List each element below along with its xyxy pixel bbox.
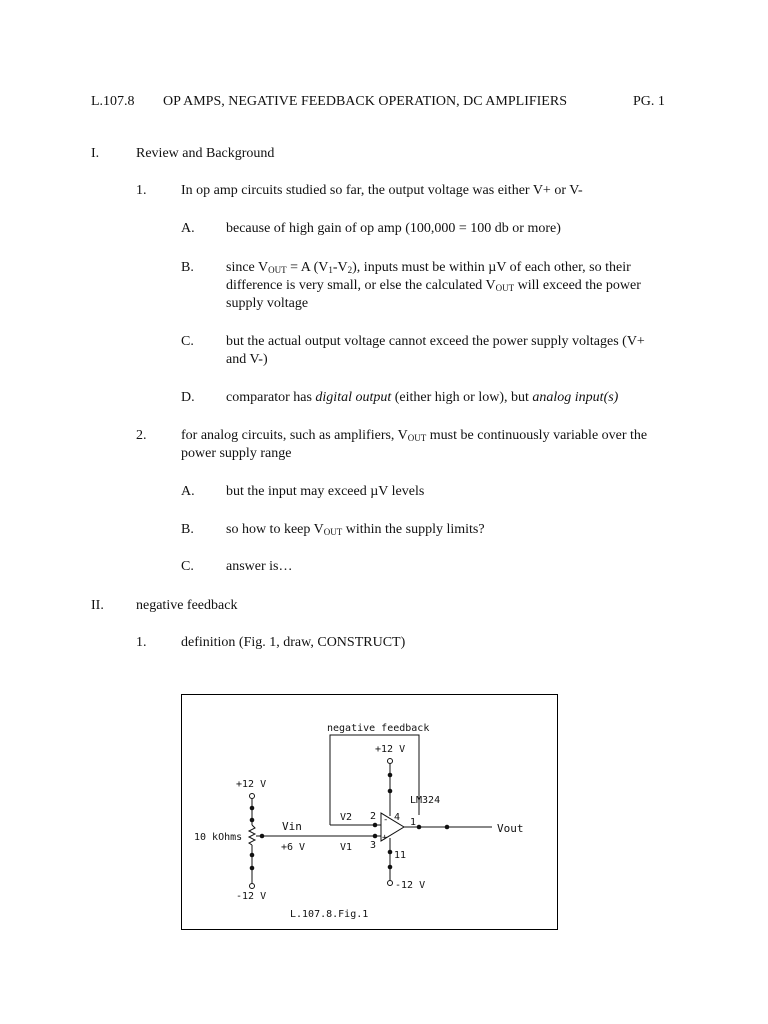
bottom-supply-terminal [388,881,393,886]
item1b-line3: supply voltage [226,296,309,311]
junction-dot [388,850,393,855]
item2-line2: power supply range [181,446,292,461]
noninverting-sign: + [382,833,388,843]
circuit-figure [181,694,558,930]
pin4-label: 4 [394,812,401,823]
top-supply-label: +12 V [375,744,406,755]
header-code: L.107.8 [91,94,135,109]
pin2-label: 2 [370,811,377,822]
junction-dot [250,818,255,823]
vin-label: Vin [282,820,302,833]
item2a-num: A. [181,484,195,499]
junction-dot [388,865,393,870]
item1c-line2: and V-) [226,352,268,367]
pin1-label: 1 [410,817,417,828]
header-page: PG. 1 [633,94,665,109]
section2-num: II. [91,598,104,613]
pot-top-supply-label: +12 V [236,779,267,790]
circuit-diagram [182,695,559,931]
figure-caption: L.107.8.Fig.1 [290,909,369,920]
section1-num: I. [91,146,100,161]
v1-label: V1 [340,842,353,853]
item1b-line1: since $V_{OUT} = A$ $(V_1-V_2)$, inputs must be within µV of each other, so their [226,260,631,275]
item2b-num: B. [181,522,194,537]
item1a-num: A. [181,221,195,236]
inverting-sign: - [383,815,389,825]
pot-top-terminal [250,794,255,799]
item2-line1: for analog circuits, such as amplifiers, $V_{OUT}$ must be continuously variable over the [181,428,648,443]
junction-dot [260,834,265,839]
junction-dot [250,806,255,811]
item1-text: In op amp circuits studied so far, the output voltage was either V+ or V- [181,183,583,198]
pot-bottom-supply-label: -12 V [236,891,267,902]
item2c-num: C. [181,559,194,574]
junction-dot [445,825,450,830]
pin3-label: 3 [370,840,377,851]
pin11-label: 11 [394,850,407,861]
junction-dot [250,853,255,858]
item1d-text: comparator has digital output (either high or low), but analog input(s) [226,390,619,405]
section2-item1-text: definition (Fig. 1, draw, CONSTRUCT) [181,635,406,650]
pot-bottom-terminal [250,884,255,889]
potentiometer [249,825,255,845]
junction-dot [388,773,393,778]
item1b-num: B. [181,260,194,275]
section2-title: negative feedback [136,598,238,613]
item1b-line2: difference is very small, or else the calculated $V_{OUT}$ will exceed the power [226,278,641,293]
item2c-text: answer is… [226,559,293,574]
item1c-line1: but the actual output voltage cannot exceed the power supply voltages (V+ [226,334,645,349]
chip-label: LM324 [410,795,441,806]
item1d-num: D. [181,390,195,405]
bottom-supply-label: -12 V [395,880,426,891]
vout-label: Vout [497,822,524,835]
section1-title: Review and Background [136,146,275,161]
junction-dot [417,825,422,830]
feedback-label: negative feedback [327,723,430,734]
vin-value: +6 V [281,842,306,853]
item2a-text: but the input may exceed µV levels [226,484,425,499]
item1a-text: because of high gain of op amp (100,000 = 100 db or more) [226,221,561,236]
item2b-text: so how to keep $V_{OUT}$ within the supply limits? [226,522,485,537]
junction-dot [373,834,378,839]
item1c-num: C. [181,334,194,349]
junction-dot [373,823,378,828]
junction-dot [250,866,255,871]
pot-label: 10 kOhms [194,832,243,843]
header-title: OP AMPS, NEGATIVE FEEDBACK OPERATION, DC AMPLIFIERS [163,94,567,109]
v2-label: V2 [340,812,353,823]
top-supply-terminal [388,759,393,764]
section2-item1-num: 1. [136,635,147,650]
item1-num: 1. [136,183,147,198]
junction-dot [388,789,393,794]
item2-num: 2. [136,428,147,443]
